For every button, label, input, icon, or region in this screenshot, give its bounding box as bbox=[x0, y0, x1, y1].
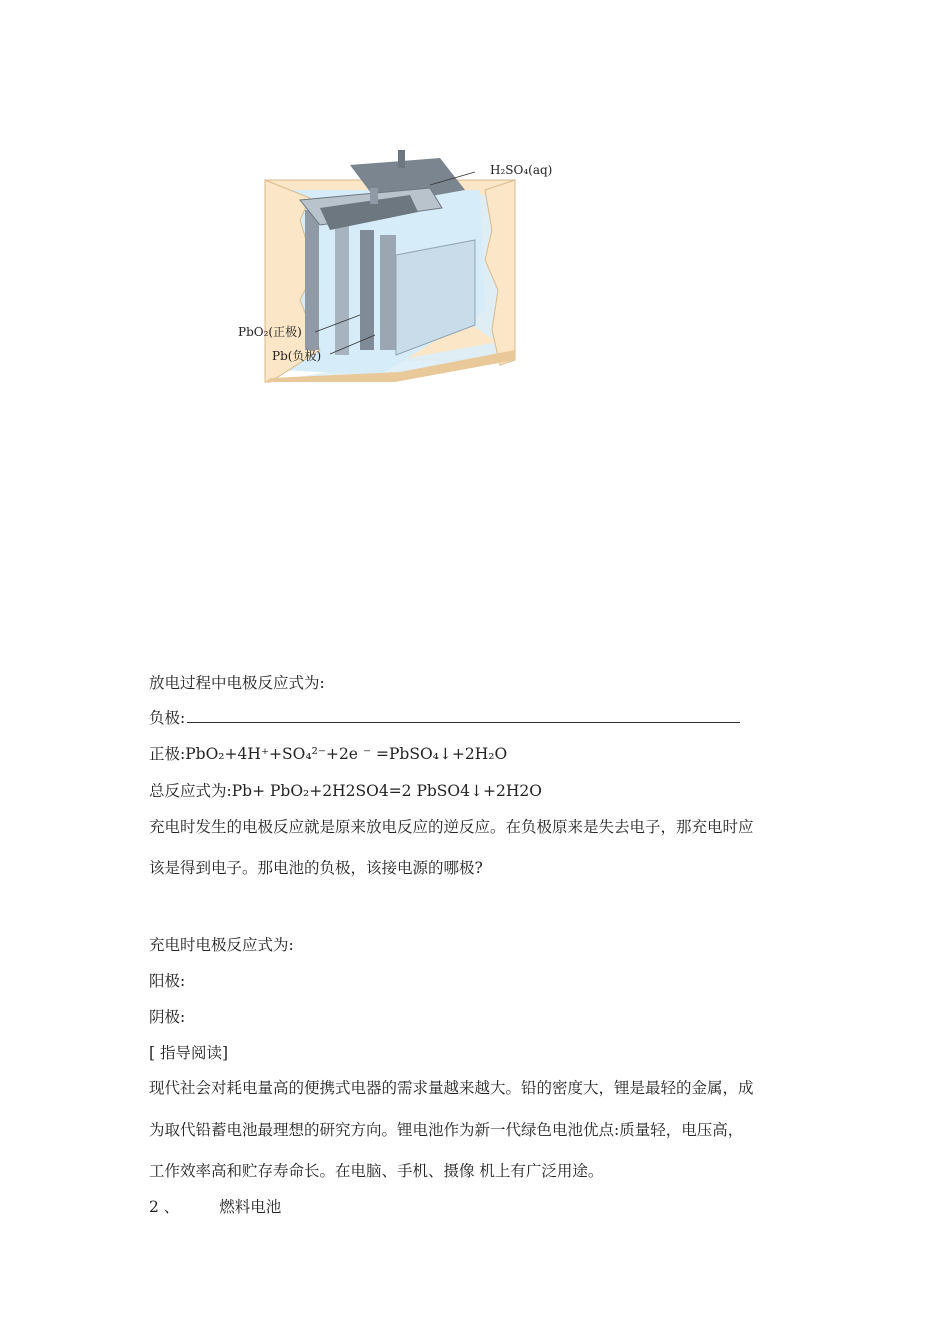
negative-electrode-line bbox=[149, 708, 740, 728]
positive-equation: 正极:PbO₂+4H⁺+SO₄²⁻+2e ⁻ =PbSO₄↓+2H₂O bbox=[149, 745, 508, 763]
cathode-label: 阴极: bbox=[149, 1008, 186, 1026]
positive-plate-label: PbO₂(正极) bbox=[238, 325, 302, 339]
guide-line-3: 工作效率高和贮存寿命长。在电脑、手机、摄像 机上有广泛用途。 bbox=[149, 1162, 604, 1180]
guide-line-2: 为取代铅蓄电池最理想的研究方向。锂电池作为新一代绿色电池优点:质量轻，电压高， bbox=[149, 1121, 744, 1139]
charge-paragraph-line-1: 充电时发生的电极反应就是原来放电反应的逆反应。在负极原来是失去电子，那充电时应 bbox=[149, 818, 754, 836]
guide-line-1: 现代社会对耗电量高的便携式电器的需求量越来越大。铅的密度大，锂是最轻的金属，成 bbox=[149, 1079, 754, 1097]
charge-paragraph-line-2: 该是得到电子。那电池的负极，该接电源的哪极? bbox=[149, 859, 483, 877]
section-title: 燃料电池 bbox=[219, 1198, 282, 1216]
negative-label: 负极: bbox=[149, 709, 186, 727]
discharge-heading: 放电过程中电极反应式为: bbox=[149, 674, 325, 692]
guide-heading: [ 指导阅读] bbox=[149, 1044, 229, 1062]
lead-acid-battery-figure bbox=[230, 150, 570, 390]
answer-blank[interactable] bbox=[187, 708, 740, 723]
section-heading bbox=[149, 1197, 281, 1217]
anode-label: 阳极: bbox=[149, 972, 186, 990]
electrolyte-label: H₂SO₄(aq) bbox=[490, 163, 553, 177]
section-number: 2 、 bbox=[149, 1198, 180, 1216]
total-equation: 总反应式为:Pb+ PbO₂+2H2SO4=2 PbSO4↓+2H2O bbox=[149, 782, 542, 800]
charge-heading: 充电时电极反应式为: bbox=[149, 936, 294, 954]
negative-plate-label: Pb(负极) bbox=[272, 349, 322, 363]
